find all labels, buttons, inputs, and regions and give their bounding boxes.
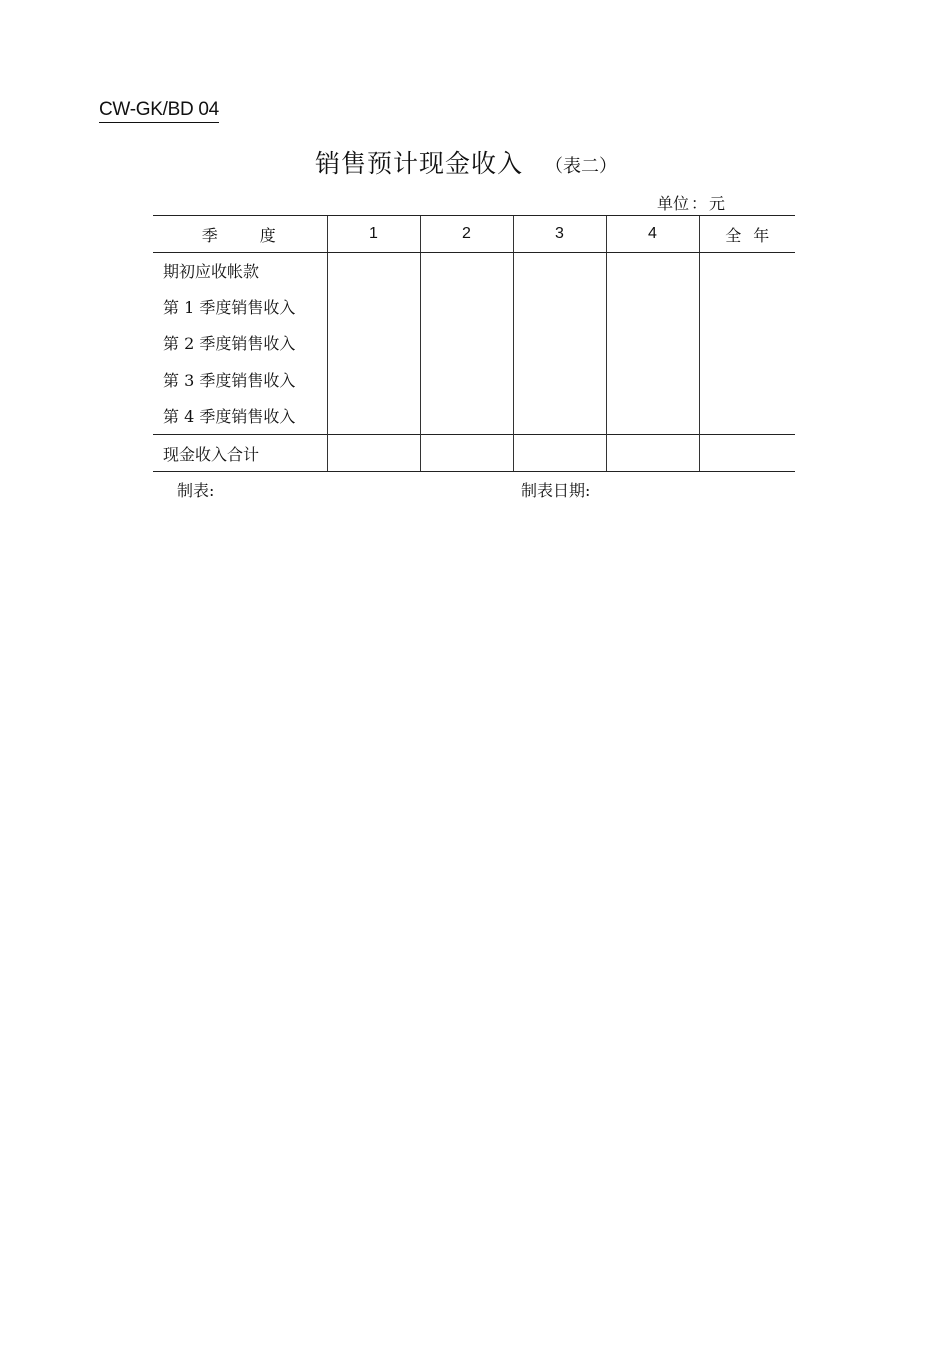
header-quarter-4: 4: [606, 216, 699, 253]
table-row: [153, 361, 795, 398]
table-cell[interactable]: [420, 435, 513, 472]
unit-label: [657, 191, 725, 214]
table-cell[interactable]: [420, 288, 513, 325]
table-cell[interactable]: [699, 325, 795, 362]
table-cell[interactable]: [513, 288, 606, 325]
row-label-cash-income-total: 现金收入合计: [153, 435, 327, 472]
table-cell[interactable]: [327, 253, 420, 289]
header-quarter-label: [153, 216, 327, 253]
table-header-row: [153, 216, 795, 253]
table-cell[interactable]: [327, 398, 420, 435]
table-cell[interactable]: [606, 325, 699, 362]
header-full-year: [699, 216, 795, 253]
table-cell[interactable]: [606, 435, 699, 472]
table-cell[interactable]: [420, 325, 513, 362]
header-quarter-label-left: 季: [201, 225, 220, 245]
table-cell[interactable]: [513, 253, 606, 289]
table-cell[interactable]: [327, 361, 420, 398]
header-quarter-label-right: 度: [259, 225, 278, 245]
table-cell[interactable]: [513, 361, 606, 398]
table-cell[interactable]: [513, 325, 606, 362]
page-subtitle: （表二）: [545, 156, 618, 177]
row-label-opening-receivables: 期初应收帐款: [163, 262, 260, 281]
unit-separator: ：: [691, 194, 708, 213]
table-cell[interactable]: [699, 253, 795, 289]
unit-value: 元: [709, 194, 726, 213]
table-cell[interactable]: [699, 361, 795, 398]
page-title: 销售预计现金收入: [315, 149, 524, 178]
table-row: [153, 253, 795, 289]
cash-income-table: [153, 215, 795, 472]
header-full-year-right: 年: [753, 225, 770, 245]
table-cell[interactable]: [606, 253, 699, 289]
header-quarter-2: 2: [420, 216, 513, 253]
table-row: [153, 325, 795, 362]
row-label-q2-sales: 第 2 季度销售收入: [163, 334, 296, 354]
table-total-row: [153, 435, 795, 472]
table-cell[interactable]: [606, 288, 699, 325]
unit-label-text: 单位: [657, 194, 690, 213]
table-cell[interactable]: [420, 253, 513, 289]
row-label-q4-sales: 第 4 季度销售收入: [163, 407, 296, 427]
table-cell[interactable]: [513, 435, 606, 472]
document-code: CW-GK/BD 04: [99, 98, 219, 123]
header-quarter-3: 3: [513, 216, 606, 253]
prepared-date-label: 制表日期:: [521, 481, 591, 500]
table-cell[interactable]: [513, 398, 606, 435]
header-full-year-left: 全: [725, 225, 742, 245]
table-cell[interactable]: [327, 435, 420, 472]
table-cell[interactable]: [699, 398, 795, 435]
table-row: [153, 398, 795, 435]
table-cell[interactable]: [699, 288, 795, 325]
table-cell[interactable]: [420, 398, 513, 435]
title-row: [315, 144, 617, 180]
table-cell[interactable]: [327, 325, 420, 362]
table-cell[interactable]: [606, 398, 699, 435]
row-label-q3-sales: 第 3 季度销售收入: [163, 370, 296, 390]
table-cell[interactable]: [699, 435, 795, 472]
table-row: [153, 288, 795, 325]
table-cell[interactable]: [606, 361, 699, 398]
prepared-by-label: 制表:: [177, 481, 215, 500]
table-cell[interactable]: [420, 361, 513, 398]
header-quarter-1: 1: [327, 216, 420, 253]
row-label-q1-sales: 第 1 季度销售收入: [163, 297, 296, 317]
table-cell[interactable]: [327, 288, 420, 325]
